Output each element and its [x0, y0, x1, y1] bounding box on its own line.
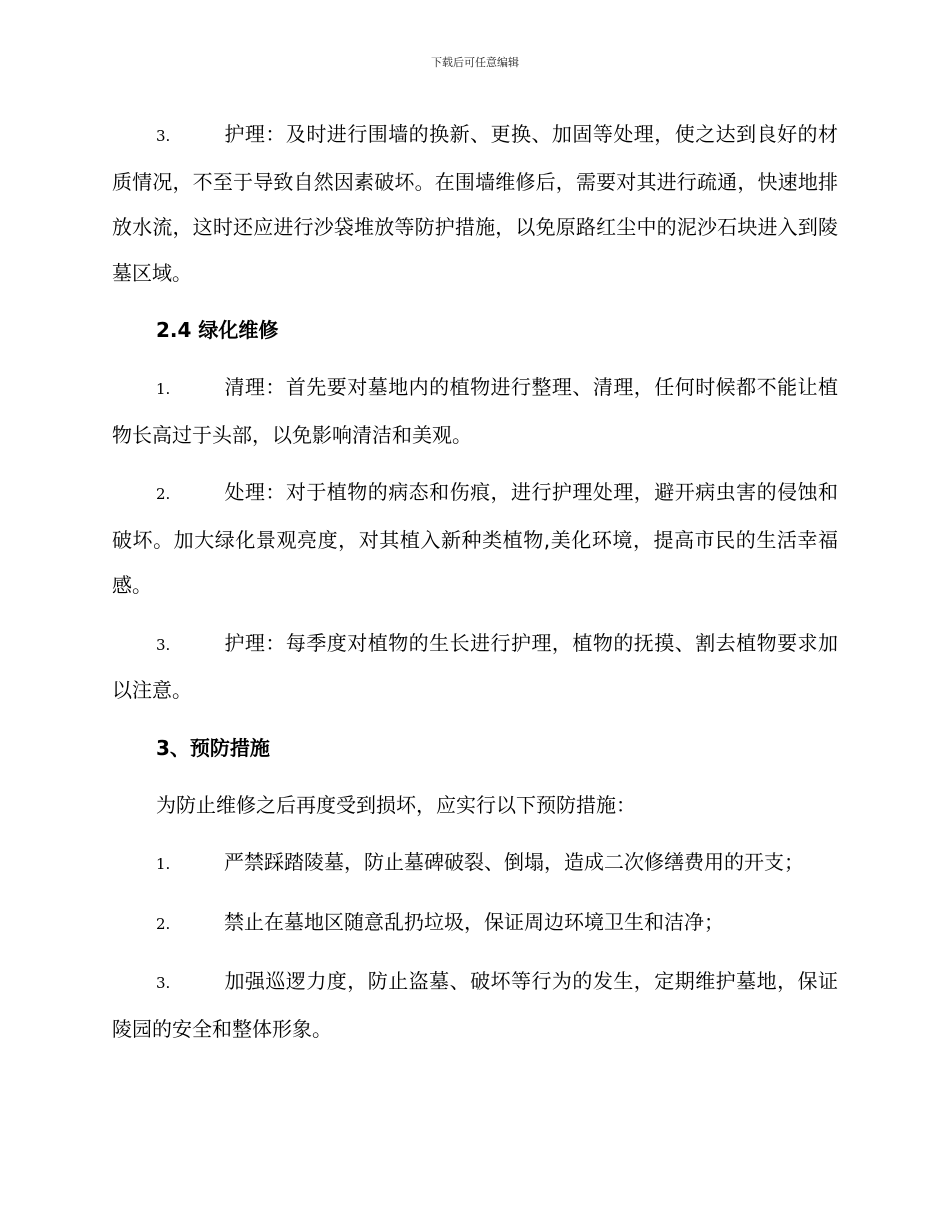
list-number: 2. [156, 914, 171, 933]
list-item-plant-care [112, 621, 838, 714]
section-heading-prevention: 3、预防措施 [156, 735, 270, 760]
list-number: 3. [156, 127, 171, 145]
list-text: 清理：首先要对墓地内的植物进行整理、清理，任何时候都不能让植物长高过于头部，以免影响清洁和美观。 [112, 375, 838, 447]
list-text: 禁止在墓地区随意乱扔垃圾，保证周边环境卫生和洁净； [224, 909, 724, 934]
list-number: 3. [156, 635, 171, 654]
prevention-intro: 为防止维修之后再度受到损坏，应实行以下预防措施： [156, 792, 636, 817]
section-heading-greening: 2.4 绿化维修 [156, 318, 279, 342]
list-text: 护理：每季度对植物的生长进行护理，植物的抚摸、割去植物要求加以注意。 [112, 630, 838, 702]
list-text: 加强巡逻力度，防止盗墓、破坏等行为的发生，定期维护墓地，保证陵园的安全和整体形象。 [112, 969, 838, 1041]
list-item-patrol [112, 959, 838, 1052]
list-number: 1. [156, 855, 171, 873]
list-item-no-trampling [112, 840, 838, 888]
list-item-treatment [112, 470, 838, 609]
list-text: 护理：及时进行围墙的换新、更换、加固等处理，使之达到良好的材质情况，不至于导致自然因素破坏。在围墙维修后，需要对其进行疏通，快速地排放水流，这时还应进行沙袋堆放等防护措施，以免原路红尘中的泥沙石块进入到陵墓区域。 [112, 122, 838, 285]
document-body [112, 112, 838, 1064]
header-note: 下载后可任意编辑 [431, 56, 519, 69]
list-text: 严禁踩踏陵墓，防止墓碑破裂、倒塌，造成二次修缮费用的开支； [224, 850, 804, 874]
list-item-cleaning [112, 365, 838, 458]
list-number: 1. [156, 380, 171, 398]
list-number: 2. [156, 485, 171, 503]
list-item-wall-care [112, 112, 838, 296]
list-item-no-littering [112, 900, 838, 948]
list-text: 处理：对于植物的病态和伤痕，进行护理处理，避开病虫害的侵蚀和破坏。加大绿化景观亮度，对其植入新种类植物,美化环境，提高市民的生活幸福感。 [112, 480, 838, 597]
list-number: 3. [156, 974, 171, 992]
